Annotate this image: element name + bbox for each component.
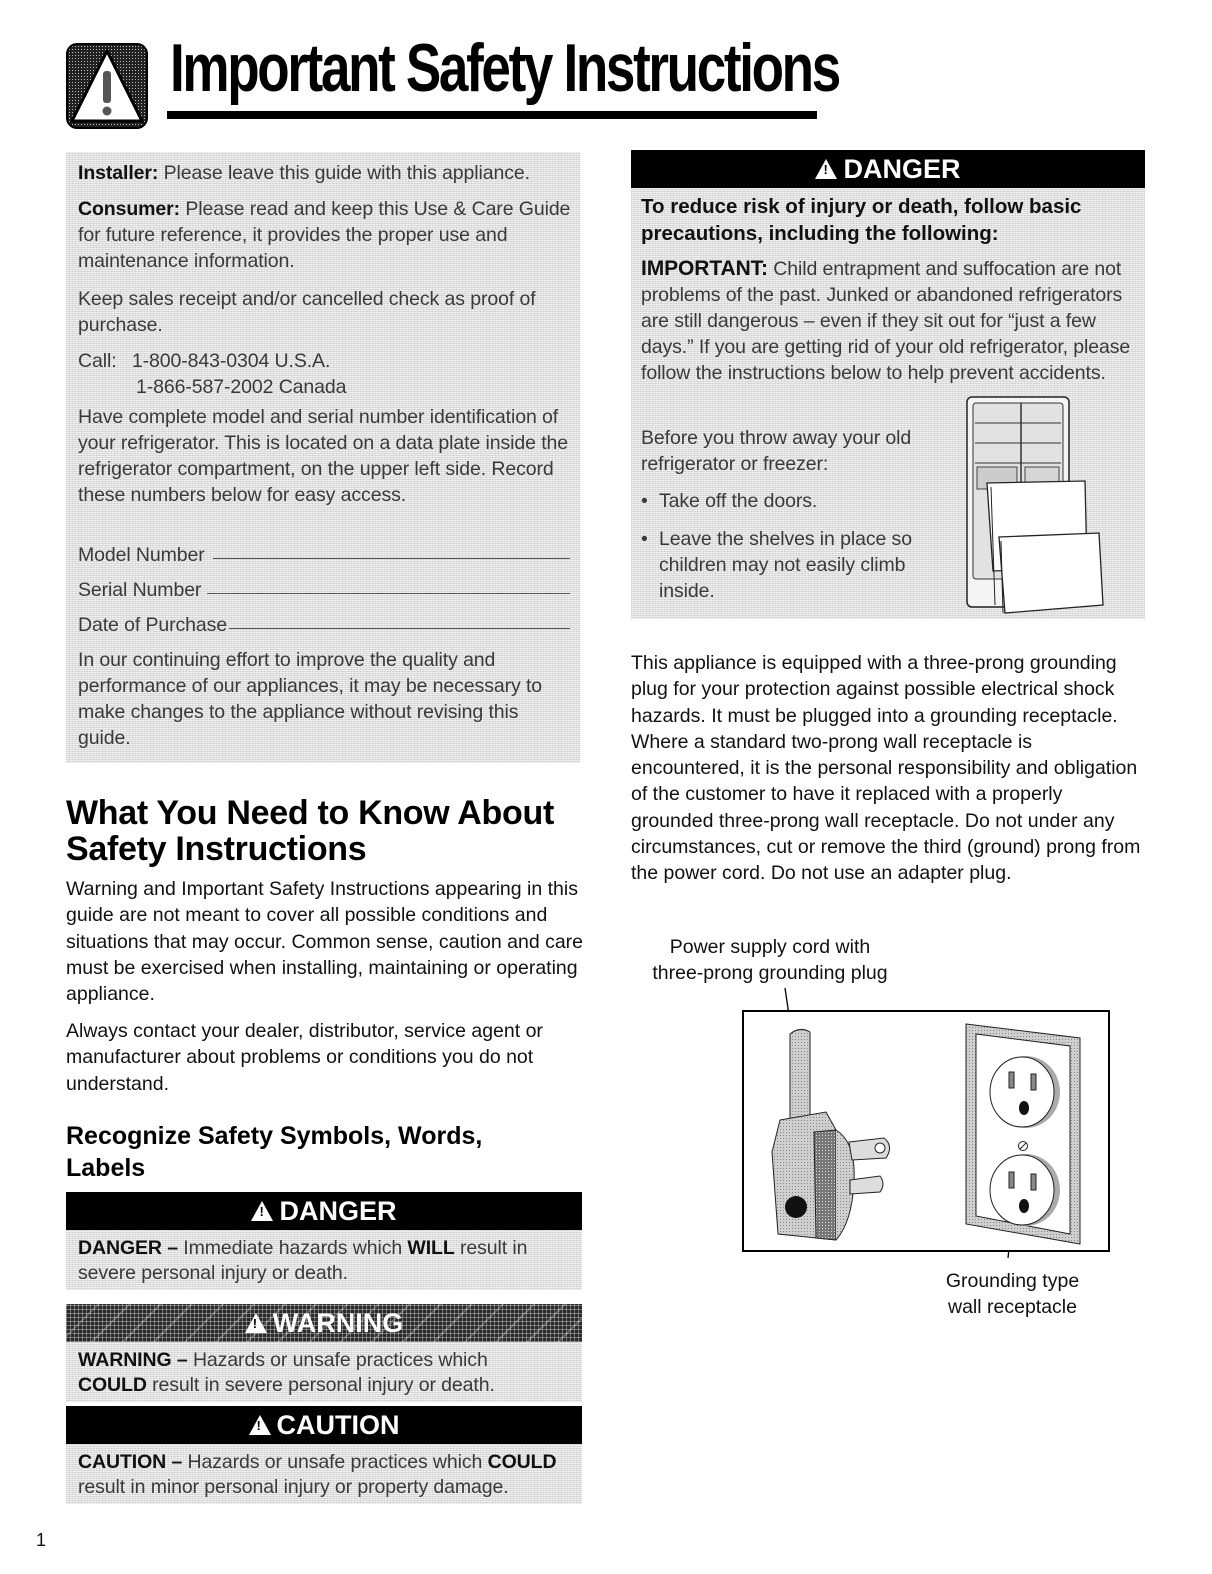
bullet-item <box>641 488 951 514</box>
receptacle-caption-line-1: Grounding type <box>945 1270 1080 1292</box>
bullet-icon: • <box>641 528 648 550</box>
phone-usa[interactable]: 1-800-843-0304 U.S.A. <box>131 350 331 372</box>
installer-note <box>78 160 578 186</box>
consumer-text: Please read and keep this Use & Care Guide for future reference, it provides the proper use and maintenance information. <box>78 198 571 272</box>
plug-caption <box>640 934 900 986</box>
caution-header <box>66 1406 582 1444</box>
warning-description <box>66 1342 582 1402</box>
warning-header <box>66 1304 582 1342</box>
warning-label-sample <box>66 1304 582 1402</box>
warning-triangle-icon <box>245 1313 267 1333</box>
serial-number-field[interactable] <box>78 577 570 603</box>
grounding-paragraph: This appliance is equipped with a three-prong grounding plug for your protection against possible electrical shock hazards. It must be plugged into a grounding receptacle. Where a standard two-prong wall receptacle is encountered, it is the personal responsibility and obligation of the customer to have it replaced with a properly grounded three-prong wall receptacle. Do not under any circumstances, cut or remove the third (ground) prong from the power cord. Do not use an adapter plug. <box>631 652 1141 885</box>
caution-keyword: CAUTION <box>78 1451 167 1473</box>
dash: – <box>171 1349 193 1371</box>
danger-box-lead: To reduce risk of injury or death, follow basic precautions, including the following: <box>641 195 1082 245</box>
bullet-item <box>641 526 941 604</box>
dash: – <box>161 1237 184 1259</box>
warning-header-text: WARNING <box>272 1308 404 1338</box>
page-number: 1 <box>36 1530 47 1550</box>
important-label: IMPORTANT: <box>641 257 768 280</box>
model-number-field[interactable] <box>78 542 570 568</box>
what-you-need-paragraph-1: Warning and Important Safety Instructions appearing in this guide are not meant to cover all possible conditions and situations that may occur. Common sense, caution and care must be exercised when installing, maintaining or operating appliance. <box>66 878 584 1006</box>
danger-box-header <box>631 150 1145 188</box>
receipt-note: Keep sales receipt and/or cancelled check as proof of purchase. <box>78 288 536 336</box>
danger-text-after: result in severe personal injury or death. <box>78 1237 528 1284</box>
serial-number-label: Serial Number <box>78 579 202 601</box>
date-of-purchase-field[interactable] <box>78 612 570 638</box>
bullet-text: Take off the doors. <box>659 490 818 512</box>
danger-emphasis: WILL <box>407 1237 455 1259</box>
warning-keyword: WARNING <box>78 1349 172 1371</box>
important-text: Child entrapment and suffocation are not problems of the past. Junked or abandoned refrigerators are still dangerous – even if they sit out for “just a few days.” If you are getting rid of your old refrigerator, please follow the instructions below to help prevent accidents. <box>641 258 1131 384</box>
caution-text-before: Hazards or unsafe practices which <box>187 1451 488 1473</box>
warning-text-after: result in severe personal injury or death. <box>146 1374 495 1396</box>
model-number-input[interactable] <box>213 542 570 559</box>
dash: – <box>166 1451 188 1473</box>
phone-contact <box>78 348 568 400</box>
consumer-label: Consumer: <box>78 198 181 220</box>
danger-box-body <box>631 188 1145 619</box>
model-number-label: Model Number <box>78 544 205 566</box>
title-underline <box>167 111 817 119</box>
date-of-purchase-input[interactable] <box>229 612 570 629</box>
improvement-note: In our continuing effort to improve the quality and performance of our appliances, it may be necessary to make changes to the appliance without revising this guide. <box>78 649 543 749</box>
bullet-icon: • <box>641 490 648 512</box>
grounding-plug-illustration <box>742 1010 1110 1252</box>
receptacle-caption <box>930 1268 1095 1320</box>
installer-text: Please leave this guide with this appliance. <box>163 162 530 184</box>
caution-description <box>66 1444 582 1504</box>
warning-triangle-icon <box>249 1415 271 1435</box>
owner-info-box <box>66 152 580 763</box>
warning-text-before: Hazards or unsafe practices which <box>192 1349 488 1371</box>
caution-header-text: CAUTION <box>276 1410 400 1440</box>
model-info-text: Have complete model and serial number identification of your refrigerator. This is located on a data plate inside the refrigerator compartment, on the upper left side. Record these numbers below for easy access. <box>78 406 568 506</box>
danger-header-text: DANGER <box>279 1196 397 1226</box>
warning-triangle-icon <box>66 43 148 129</box>
danger-description <box>66 1230 582 1290</box>
danger-label-sample <box>66 1192 582 1290</box>
danger-header <box>66 1192 582 1230</box>
danger-box-header-text: DANGER <box>843 154 961 184</box>
caution-label-sample <box>66 1406 582 1504</box>
caution-emphasis: COULD <box>487 1451 557 1473</box>
danger-keyword: DANGER <box>78 1237 162 1259</box>
bullet-text: Leave the shelves in place so children may not easily climb inside. <box>659 528 912 602</box>
plug-caption-line-2: three-prong grounding plug <box>652 962 888 984</box>
plug-caption-line-1: Power supply cord with <box>669 936 871 958</box>
what-you-need-heading: What You Need to Know About Safety Instructions <box>66 794 554 868</box>
installer-label: Installer: <box>78 162 159 184</box>
phone-canada[interactable]: 1-866-587-2002 Canada <box>136 376 347 398</box>
refrigerator-doors-removed-illustration <box>957 395 1107 619</box>
consumer-note <box>78 196 578 274</box>
warning-triangle-icon <box>251 1201 273 1221</box>
what-you-need-paragraph-2: Always contact your dealer, distributor, service agent or manufacturer about problems or conditions you do not understand. <box>66 1020 543 1095</box>
recognize-heading: Recognize Safety Symbols, Words, Labels <box>66 1122 483 1182</box>
receptacle-caption-line-2: wall receptacle <box>948 1296 1077 1318</box>
warning-emphasis: COULD <box>78 1374 147 1396</box>
before-disposal-text: Before you throw away your old refrigerator or freezer: <box>641 427 912 475</box>
danger-text-before: Immediate hazards which <box>183 1237 408 1259</box>
danger-box-important <box>641 256 1136 386</box>
warning-triangle-icon <box>815 159 837 179</box>
caution-text-after: result in minor personal injury or property damage. <box>78 1476 509 1498</box>
page-title: Important Safety Instructions <box>170 30 839 106</box>
call-label: Call: <box>78 350 117 372</box>
date-of-purchase-label: Date of Purchase <box>78 614 228 636</box>
refrigerator-disposal-danger-box <box>631 150 1145 619</box>
serial-number-input[interactable] <box>207 577 570 594</box>
